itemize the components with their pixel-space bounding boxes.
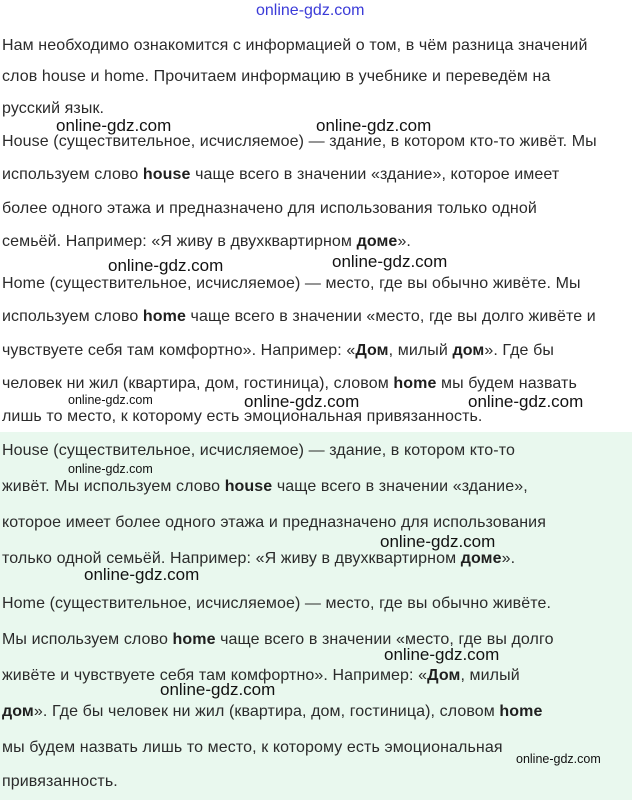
article1-house-line: используем слово house чаще всего в значении «здание», которое имеет (2, 166, 560, 183)
watermark-text: online-gdz.com (380, 532, 496, 551)
article2-home-line: Home (существительное, исчисляемое) — место, где вы обычно живёте. (2, 595, 552, 612)
bold-term: дом (452, 342, 485, 359)
watermark-text: online-gdz.com (316, 116, 432, 135)
article1-house-line: House (существительное, исчисляемое) — здание, в котором кто-то живёт. Мы (2, 133, 597, 150)
article1-home-line: Home (существительное, исчисляемое) — место, где вы обычно живёте. Мы (2, 275, 581, 292)
article1-home-line: используем слово home чаще всего в значении «место, где вы долго живёте и (2, 308, 596, 325)
watermark-text: online-gdz.com (332, 252, 448, 271)
bold-term: дом (2, 703, 34, 720)
watermark-text: online-gdz.com (160, 680, 276, 699)
intro-line: Нам необходимо ознакомится с информацией о том, в чём разница значений (2, 37, 588, 54)
watermark-text: online-gdz.com (68, 393, 153, 407)
watermark-text: online-gdz.com (384, 645, 500, 664)
bold-term: house (224, 478, 273, 495)
bold-term: home (142, 308, 186, 325)
watermark-text: online-gdz.com (516, 752, 601, 766)
article1-home-line: лишь то место, к которому есть эмоциональная привязанность. (2, 408, 483, 425)
article1-home-line: чувствуете себя там комфортно». Например: «Дом, милый дом». Где бы (2, 342, 554, 359)
article2-house-line: живёт. Мы используем слово house чаще всего в значении «здание», (2, 478, 528, 495)
article2-house-line: только одной семьёй. Например: «Я живу в двухквартирном доме». (2, 550, 516, 567)
bold-term: Дом (355, 342, 389, 359)
bold-term: house (142, 166, 191, 183)
article2-house-line: которое имеет более одного этажа и предназначено для использования (2, 514, 546, 531)
article1-house-line: более одного этажа и предназначено для использования только одной (2, 200, 537, 217)
watermark-text: online-gdz.com (256, 2, 365, 19)
article1-home-line: человек ни жил (квартира, дом, гостиница), словом home мы будем назвать (2, 375, 577, 392)
bold-term: Дом (427, 667, 461, 684)
article1-house-line: семьёй. Например: «Я живу в двухквартирном доме». (2, 233, 411, 250)
intro-line: русский язык. (2, 100, 105, 117)
article2-house-line: House (существительное, исчисляемое) — здание, в котором кто-то (2, 442, 515, 459)
watermark-text: online-gdz.com (68, 462, 153, 476)
bold-term: home (172, 631, 216, 648)
article2-home-line: живёте и чувствуете себя там комфортно». Например: «Дом, милый (2, 667, 520, 684)
watermark-text: online-gdz.com (468, 392, 584, 411)
watermark-text: online-gdz.com (56, 116, 172, 135)
bold-term: доме (460, 550, 502, 567)
bold-term: home (499, 703, 543, 720)
article2-home-line: мы будем назвать лишь то место, к которому есть эмоциональная (2, 739, 503, 756)
watermark-text: online-gdz.com (84, 565, 200, 584)
article2-home-line: дом». Где бы человек ни жил (квартира, дом, гостиница), словом home (2, 703, 543, 720)
watermark-text: online-gdz.com (244, 392, 360, 411)
article2-home-line: Мы используем слово home чаще всего в значении «место, где вы долго (2, 631, 554, 648)
bold-term: home (393, 375, 437, 392)
intro-line: слов house и home. Прочитаем информацию в учебнике и переведём на (2, 68, 551, 85)
article2-home-line: привязанность. (2, 773, 118, 790)
bold-term: доме (356, 233, 398, 250)
watermark-text: online-gdz.com (108, 256, 224, 275)
